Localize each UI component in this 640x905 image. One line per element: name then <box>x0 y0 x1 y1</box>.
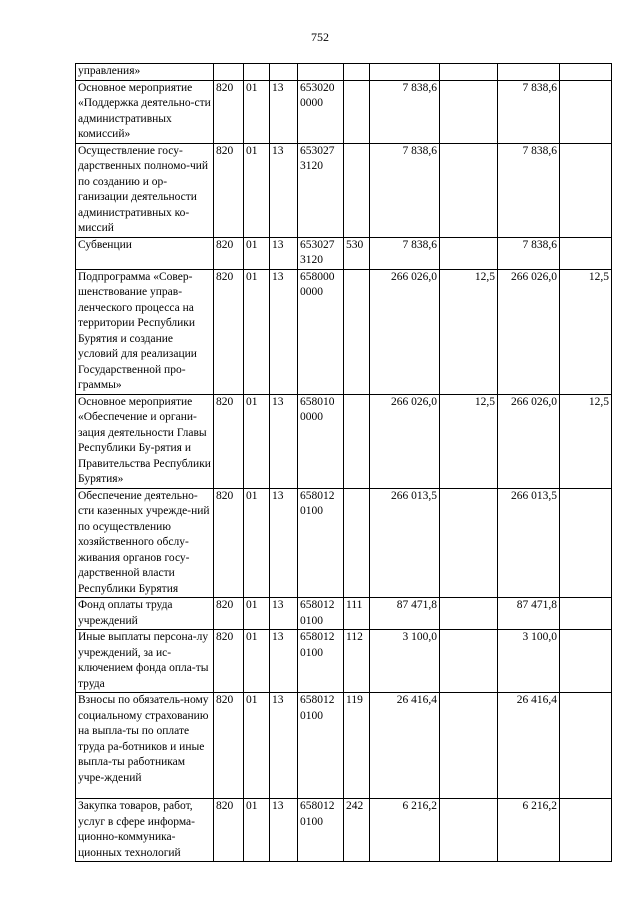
expense-type-cell <box>344 488 370 598</box>
table-row <box>76 598 612 630</box>
amount-cell-2: 266 013,5 <box>498 488 560 598</box>
row-name-cell: Иные выплаты персона-лу учреждений, за ис-ключением фонда опла-ты труда <box>76 630 214 693</box>
target-article-cell: 653027 3120 <box>298 143 344 237</box>
amount-cell-2: 3 100,0 <box>498 630 560 693</box>
row-name-cell: Закупка товаров, работ, услуг в сфере информа-ционно-коммуника-ционных технологий <box>76 799 214 862</box>
expense-type-cell: 242 <box>344 799 370 862</box>
table-row <box>76 237 612 269</box>
row-name-cell: Субвенции <box>76 237 214 269</box>
grbs-cell: 820 <box>214 269 244 394</box>
grbs-cell: 820 <box>214 394 244 488</box>
amount-cell-1 <box>370 64 440 81</box>
federal-amount-cell-2 <box>560 488 612 598</box>
federal-amount-cell-2 <box>560 598 612 630</box>
grbs-cell <box>214 64 244 81</box>
expense-type-cell <box>344 64 370 81</box>
subsection-cell: 13 <box>270 799 298 862</box>
section-cell: 01 <box>244 394 270 488</box>
subsection-cell: 13 <box>270 488 298 598</box>
budget-table-body <box>76 64 612 862</box>
federal-amount-cell-2: 12,5 <box>560 394 612 488</box>
grbs-cell: 820 <box>214 488 244 598</box>
federal-amount-cell-1 <box>440 237 498 269</box>
section-cell: 01 <box>244 488 270 598</box>
budget-table <box>75 63 612 862</box>
table-row <box>76 488 612 598</box>
table-row <box>76 269 612 394</box>
federal-amount-cell-1 <box>440 488 498 598</box>
subsection-cell: 13 <box>270 143 298 237</box>
amount-cell-2: 26 416,4 <box>498 693 560 799</box>
grbs-cell: 820 <box>214 80 244 143</box>
table-row <box>76 80 612 143</box>
amount-cell-2: 266 026,0 <box>498 394 560 488</box>
expense-type-cell: 112 <box>344 630 370 693</box>
target-article-cell: 658012 0100 <box>298 598 344 630</box>
target-article-cell: 658012 0100 <box>298 630 344 693</box>
federal-amount-cell-2: 12,5 <box>560 269 612 394</box>
table-row <box>76 630 612 693</box>
federal-amount-cell-1 <box>440 630 498 693</box>
target-article-cell: 658010 0000 <box>298 394 344 488</box>
section-cell: 01 <box>244 630 270 693</box>
amount-cell-2: 266 026,0 <box>498 269 560 394</box>
subsection-cell: 13 <box>270 269 298 394</box>
amount-cell-2 <box>498 64 560 81</box>
amount-cell-1: 7 838,6 <box>370 143 440 237</box>
grbs-cell: 820 <box>214 143 244 237</box>
expense-type-cell <box>344 394 370 488</box>
grbs-cell: 820 <box>214 598 244 630</box>
amount-cell-1: 26 416,4 <box>370 693 440 799</box>
expense-type-cell <box>344 143 370 237</box>
federal-amount-cell-1 <box>440 693 498 799</box>
amount-cell-2: 7 838,6 <box>498 143 560 237</box>
target-article-cell: 653027 3120 <box>298 237 344 269</box>
section-cell <box>244 64 270 81</box>
amount-cell-2: 7 838,6 <box>498 237 560 269</box>
expense-type-cell <box>344 80 370 143</box>
expense-type-cell <box>344 269 370 394</box>
section-cell: 01 <box>244 693 270 799</box>
federal-amount-cell-2 <box>560 799 612 862</box>
table-row <box>76 394 612 488</box>
grbs-cell: 820 <box>214 799 244 862</box>
federal-amount-cell-2 <box>560 237 612 269</box>
row-name-cell: Осуществление госу-дарственных полномо-чий по созданию и ор-ганизации деятельности административных ко-миссий <box>76 143 214 237</box>
row-name-cell: Обеспечение деятельно-сти казенных учрежде-ний по осуществлению хозяйственного обслу-живания органов госу-дарственной власти Республики Бурятия <box>76 488 214 598</box>
grbs-cell: 820 <box>214 630 244 693</box>
federal-amount-cell-2 <box>560 630 612 693</box>
amount-cell-2: 7 838,6 <box>498 80 560 143</box>
table-row <box>76 143 612 237</box>
target-article-cell: 658012 0100 <box>298 488 344 598</box>
federal-amount-cell-2 <box>560 64 612 81</box>
expense-type-cell: 530 <box>344 237 370 269</box>
amount-cell-1: 266 026,0 <box>370 394 440 488</box>
amount-cell-1: 266 013,5 <box>370 488 440 598</box>
federal-amount-cell-1 <box>440 143 498 237</box>
row-name-cell: Основное мероприятие «Поддержка деятельно-сти административных комиссий» <box>76 80 214 143</box>
row-name-cell: Взносы по обязатель-ному социальному страхованию на выпла-ты по оплате труда ра-ботников и иные выпла-ты работникам учре-ждений <box>76 693 214 799</box>
federal-amount-cell-1 <box>440 598 498 630</box>
subsection-cell: 13 <box>270 598 298 630</box>
target-article-cell: 658012 0100 <box>298 799 344 862</box>
amount-cell-1: 3 100,0 <box>370 630 440 693</box>
subsection-cell: 13 <box>270 237 298 269</box>
subsection-cell: 13 <box>270 394 298 488</box>
amount-cell-1: 6 216,2 <box>370 799 440 862</box>
section-cell: 01 <box>244 799 270 862</box>
target-article-cell: 653020 0000 <box>298 80 344 143</box>
section-cell: 01 <box>244 269 270 394</box>
subsection-cell: 13 <box>270 693 298 799</box>
federal-amount-cell-1 <box>440 64 498 81</box>
amount-cell-1: 266 026,0 <box>370 269 440 394</box>
table-row <box>76 64 612 81</box>
row-name-cell: Фонд оплаты труда учреждений <box>76 598 214 630</box>
section-cell: 01 <box>244 80 270 143</box>
section-cell: 01 <box>244 237 270 269</box>
grbs-cell: 820 <box>214 237 244 269</box>
page-number: 752 <box>311 30 329 44</box>
amount-cell-1: 7 838,6 <box>370 80 440 143</box>
amount-cell-2: 6 216,2 <box>498 799 560 862</box>
row-name-cell: Подпрограмма «Совер-шенствование управ-ленческого процесса на территории Республики Бурятия и создание условий для реализации Государственной про-граммы» <box>76 269 214 394</box>
federal-amount-cell-1: 12,5 <box>440 394 498 488</box>
grbs-cell: 820 <box>214 693 244 799</box>
federal-amount-cell-1: 12,5 <box>440 269 498 394</box>
section-cell: 01 <box>244 598 270 630</box>
federal-amount-cell-2 <box>560 80 612 143</box>
amount-cell-1: 7 838,6 <box>370 237 440 269</box>
row-name-cell: Основное мероприятие «Обеспечение и органи-зация деятельности Главы Республики Бу-рятия и Правительства Республики Бурятия» <box>76 394 214 488</box>
federal-amount-cell-2 <box>560 693 612 799</box>
section-cell: 01 <box>244 143 270 237</box>
expense-type-cell: 111 <box>344 598 370 630</box>
amount-cell-2: 87 471,8 <box>498 598 560 630</box>
federal-amount-cell-1 <box>440 799 498 862</box>
subsection-cell: 13 <box>270 630 298 693</box>
expense-type-cell: 119 <box>344 693 370 799</box>
federal-amount-cell-1 <box>440 80 498 143</box>
federal-amount-cell-2 <box>560 143 612 237</box>
target-article-cell: 658012 0100 <box>298 693 344 799</box>
target-article-cell <box>298 64 344 81</box>
amount-cell-1: 87 471,8 <box>370 598 440 630</box>
subsection-cell: 13 <box>270 80 298 143</box>
table-row <box>76 799 612 862</box>
subsection-cell <box>270 64 298 81</box>
row-name-cell: управления» <box>76 64 214 81</box>
target-article-cell: 658000 0000 <box>298 269 344 394</box>
table-row <box>76 693 612 799</box>
